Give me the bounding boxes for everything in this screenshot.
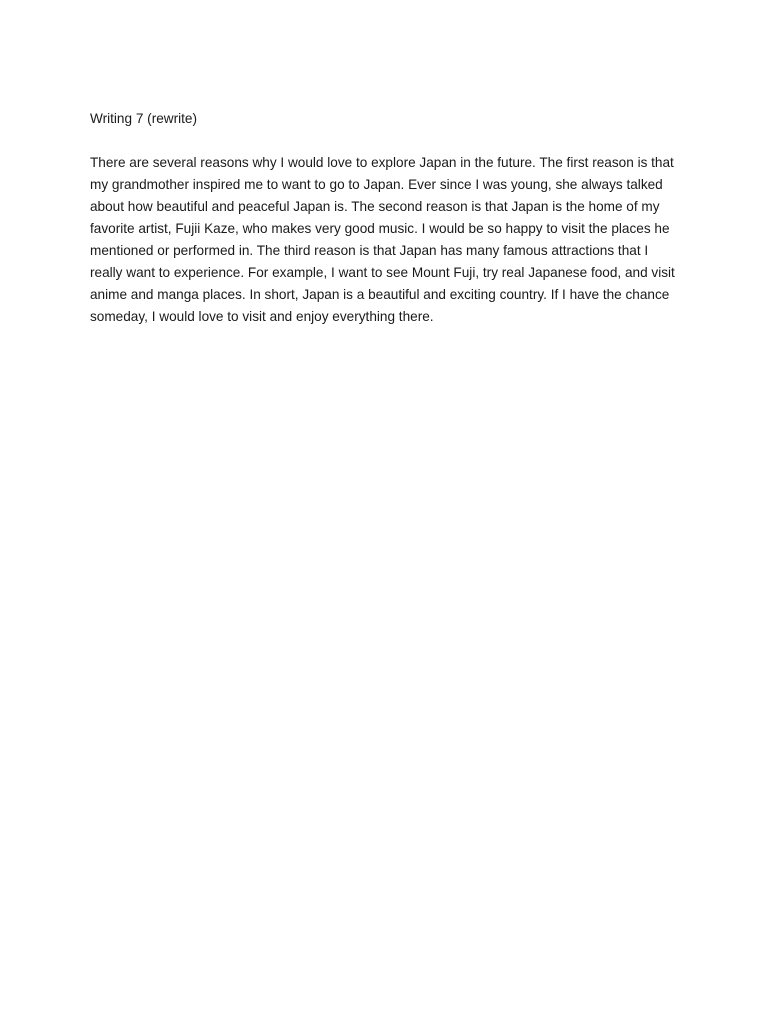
document-content [90, 108, 682, 328]
document-title: Writing 7 (rewrite) [90, 111, 198, 126]
document-paragraph: There are several reasons why I would love to explore Japan in the future. The first reason is that my grandmother inspired me to want to go to Japan. Ever since I was young, she always talked about how beautiful and peaceful Japan is. The second reason is that Japan is the home of my favorite artist, Fujii Kaze, who makes very good music. I would be so happy to visit the places he mentioned or performed in. The third reason is that Japan has many famous attractions that I really want to experience. For example, I want to see Mount Fuji, try real Japanese food, and visit anime and manga places. In short, Japan is a beautiful and exciting country. If I have the chance someday, I would love to visit and enjoy everything there. [90, 155, 675, 324]
